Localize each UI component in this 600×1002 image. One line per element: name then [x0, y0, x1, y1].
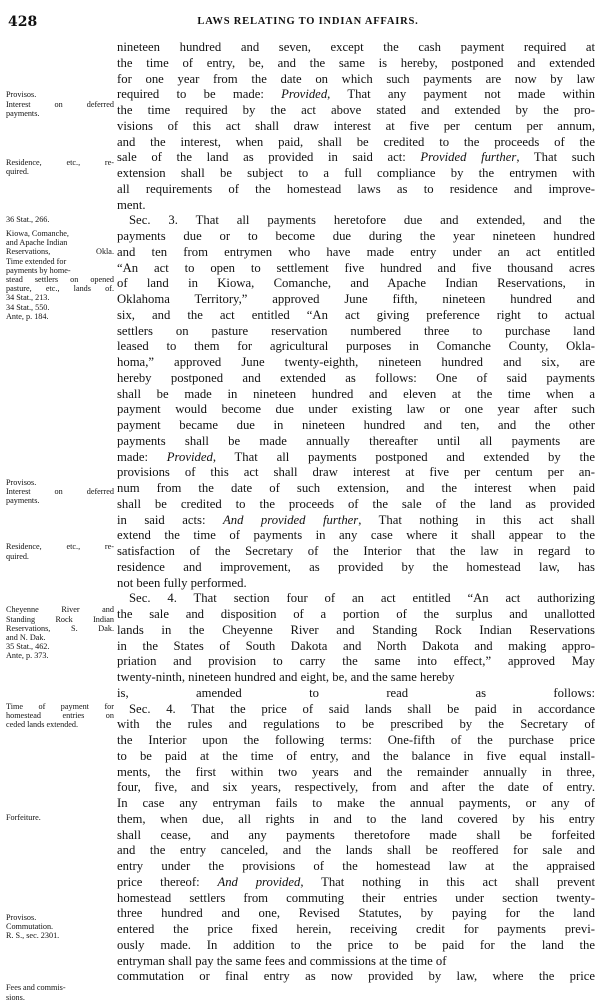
margin-note-line: Ante, p. 184.: [6, 311, 49, 321]
margin-note-line: Fees and commis-: [6, 983, 66, 993]
body-line: nineteen hundred and seven, except the cash payment required at: [117, 40, 595, 54]
margin-note-line: payments by home-: [6, 265, 71, 275]
running-head: LAWS RELATING TO INDIAN AFFAIRS.: [197, 16, 419, 27]
body-line: “An act to open to settlement five hundred and five thousand acres: [117, 260, 595, 275]
body-line: payment would become due under existing law or one year after such: [117, 402, 595, 417]
margin-note-line: Time extended for: [6, 256, 67, 266]
body-line: commutation or final entry as now provided by law, where the price: [117, 969, 595, 984]
body-line: in the States of South Dakota and North Dakota and making appro-: [117, 638, 595, 653]
body-line: homa,” approved June twenty-eighth, nineteen hundred and six, are: [117, 355, 595, 369]
margin-note-line: and N. Dak.: [6, 633, 46, 643]
body-line: shall be made in nineteen hundred and eleven at the time when a: [117, 386, 595, 401]
body-line: Sec. 4. That section four of an act entitled “An act authorizing: [129, 591, 595, 606]
body-line: twenty-ninth, nineteen hundred and eight, be, and the same hereby: [117, 670, 455, 684]
body-line: shall cease, and any payments theretofore made shall be forfeited: [117, 827, 595, 842]
body-line: is, amended to read as follows:: [117, 685, 595, 700]
body-line: extend the time of payments in any case where it shall appear to the: [117, 528, 595, 543]
body-line: to be paid at the time of entry, and the balance in five equal install-: [117, 748, 595, 763]
margin-note-line: payments.: [6, 108, 40, 118]
margin-note-line: sions.: [6, 992, 25, 1002]
body-line: six, and the act entitled “An act giving preference right to actual: [117, 307, 595, 322]
margin-note-line: R. S., sec. 2301.: [6, 930, 60, 940]
body-line: made: Provided, That all payments postponed and extended by the: [117, 449, 595, 464]
margin-note-line: 34 Stat., 550.: [6, 302, 50, 312]
margin-note-line: Residence, etc., re-: [6, 542, 114, 552]
body-line: num from the date of such extension, and the interest when paid: [117, 481, 595, 495]
margin-note-line: 34 Stat., 213.: [6, 293, 50, 303]
margin-note-line: Residence, etc., re-: [6, 158, 114, 168]
margin-note-line: ceded lands extended.: [6, 719, 79, 729]
page-header: [8, 14, 592, 30]
body-line: four, five, and six years, respectively, from and after the date of entry.: [117, 780, 595, 795]
body-line: with the rules and regulations to be prescribed by the Secretary of: [117, 717, 595, 732]
body-line: shall be credited to the proceeds of the sale of the land as provided: [117, 496, 595, 511]
body-line: entryman shall pay the same fees and commissions at the time of: [117, 953, 447, 968]
margin-note-line: Interest on deferred: [6, 99, 114, 109]
body-line: satisfaction of the Secretary of the Interior that the law in regard to: [117, 544, 595, 558]
body-line: three hundred and one, Revised Statutes, by paying for the land: [117, 906, 595, 921]
margin-note-line: Provisos.: [6, 477, 37, 487]
body-line: required to be made: Provided, That any payment not made within: [117, 87, 595, 102]
body-line: price thereof: And provided, That nothing in this act shall prevent: [117, 874, 595, 889]
body-line: lands in the Cheyenne River and Standing Rock Indian Reservations: [117, 622, 595, 637]
margin-note-line: Ante, p. 373.: [6, 651, 49, 661]
body-line: and the interest, when paid, shall be credited to the proceeds of the: [117, 134, 595, 149]
body-line: settlers on pasture reservation numbered three to purchase land: [117, 323, 595, 338]
margin-note-line: Kiowa, Comanche,: [6, 229, 69, 238]
body-line: Sec. 3. That all payments heretofore due and extended, and the: [129, 213, 595, 228]
margin-note-line: Reservations, S. Dak.: [6, 623, 114, 633]
body-line: not been fully performed.: [117, 575, 247, 590]
body-line: in said acts: And provided further, That nothing in this act shall: [117, 512, 595, 527]
body-line: Sec. 4. That the price of said lands shall be paid in accordance: [129, 701, 595, 716]
margin-note-36-stat: [6, 215, 114, 224]
margin-note-line: and Apache Indian: [6, 238, 68, 248]
body-line: residence and improvement, as provided by the homestead law, has: [117, 559, 595, 574]
margin-note-line: Provisos.: [6, 90, 37, 100]
body-line: ment.: [117, 197, 146, 212]
margin-note-residence-1: [6, 158, 114, 176]
body-line: and ten from entrymen who have made entry under an act entitled: [117, 244, 595, 259]
body-line: Oklahoma Territory,” approved June fifth, nineteen hundred and: [117, 292, 595, 306]
margin-note-line: Interest on deferred: [6, 487, 114, 497]
margin-note-provisos-interest-1: [6, 90, 114, 118]
margin-note-kiowa: [6, 229, 114, 321]
margin-note-line: homestead entries on: [6, 710, 114, 720]
body-line: the time required by the act above stated and extended by the pro-: [117, 103, 595, 117]
margin-note-provisos-interest-2: [6, 478, 114, 506]
body-line: entry under the provisions of the homestead law at the appraised: [117, 859, 595, 873]
margin-note-fees: [6, 983, 114, 1001]
body-line: extension shall be subject to a full compliance by the entrymen with: [117, 166, 595, 180]
body-line: homestead settlers from commuting their entries under section twenty-: [117, 890, 595, 905]
margin-note-line: stead settlers on opened: [6, 275, 114, 285]
body-line: of land in Kiowa, Comanche, and Apache Indian Reservations, in: [117, 276, 595, 291]
body-line: payment became due in nineteen hundred and ten, and the other: [117, 418, 595, 432]
body-line: the sale and disposition of a portion of the surplus and unallotted: [117, 607, 595, 621]
body-line: leased to them for agricultural purposes in Comanche County, Okla-: [117, 339, 595, 354]
body-text: [117, 40, 595, 985]
body-line: the time of entry, be, and the same is hereby, postponed and extended: [117, 55, 595, 70]
body-line: In case any entryman fails to make the annual payments, or any of: [117, 796, 595, 810]
margin-note-forfeiture: [6, 813, 114, 822]
body-line: provisions of this act shall draw interest at five per centum per an-: [117, 465, 595, 480]
margin-note-line: Standing Rock Indian: [6, 614, 114, 624]
page-number: 428: [8, 14, 38, 30]
body-line: entered the price fixed herein, receiving credit for payments previ-: [117, 922, 595, 936]
body-line: sale of the land as provided in said act: Provided further, That such: [117, 150, 595, 165]
margin-note-line: quired.: [6, 551, 29, 561]
margin-note-time-of-payment: [6, 702, 114, 730]
body-line: all requirements of the homestead laws as to residence and improve-: [117, 181, 595, 196]
margin-note-line: Provisos.: [6, 912, 37, 922]
body-line: priation and provision to carry the same into effect,” approved May: [117, 654, 595, 669]
body-line: hereby postponed and extended as follows: One of said payments: [117, 370, 595, 385]
body-line: ments, the first within two years and the remainder annually in three,: [117, 764, 595, 779]
margin-note-line: quired.: [6, 167, 29, 177]
margin-note-line: 36 Stat., 266.: [6, 214, 50, 224]
margin-note-line: Commutation.: [6, 921, 54, 931]
body-line: and the entry canceled, and the lands shall be reoffered for sale and: [117, 843, 595, 858]
body-line: the Interior upon the following terms: One-fifth of the purchase price: [117, 733, 595, 747]
margin-note-line: Reservations, Okla.: [6, 247, 114, 257]
margin-note-line: payments.: [6, 496, 40, 506]
body-line: visions of this act shall draw interest at five per centum per annum,: [117, 118, 595, 133]
margin-note-line: pasture, etc., lands of.: [6, 284, 114, 294]
body-line: payments due or to become due during the year nineteen hundred: [117, 229, 595, 243]
margin-note-line: 35 Stat., 462.: [6, 642, 50, 652]
body-line: payments shall be made annually thereafter until all payments are: [117, 433, 595, 448]
margin-note-provisos-commutation: [6, 913, 114, 941]
body-line: for one year from the date on which such payments are now by law: [117, 71, 595, 86]
body-line: ously made. In addition to the price to be paid for the land the: [117, 937, 595, 952]
body-line: them, when due, all rights in and to the land covered by his entry: [117, 811, 595, 826]
margin-note-cheyenne: [6, 605, 114, 660]
margin-note-line: Cheyenne River and: [6, 605, 114, 615]
margin-note-line: Time of payment for: [6, 701, 114, 711]
margin-note-line: Forfeiture.: [6, 813, 41, 823]
margin-note-residence-2: [6, 542, 114, 560]
